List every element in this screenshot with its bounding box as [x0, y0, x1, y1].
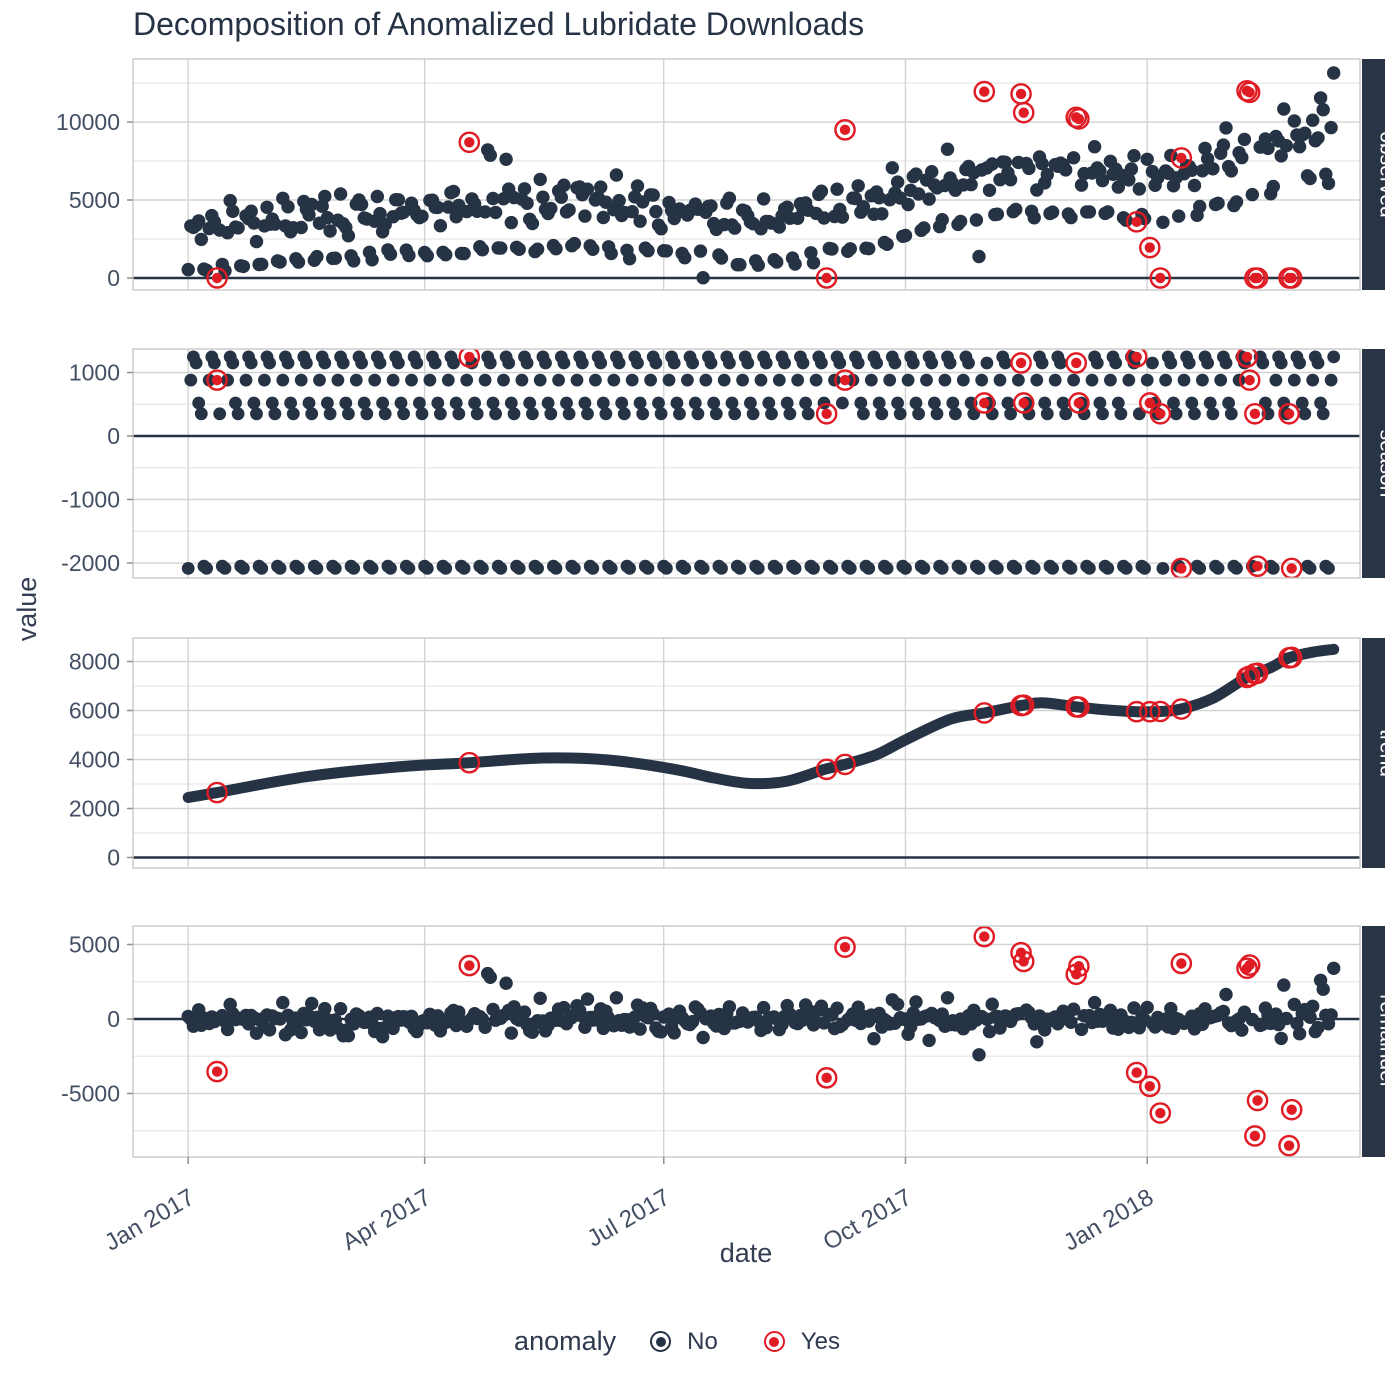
y-tick-label: 4000 — [68, 746, 120, 773]
x-tick-label: Jan 2017 — [100, 1183, 200, 1257]
legend-key-no-icon — [650, 1331, 671, 1352]
anomaly-marker-remainder — [1172, 954, 1191, 973]
x-axis — [100, 1157, 1158, 1257]
y-axis-title: value — [12, 576, 42, 642]
x-tick-label: Jul 2017 — [582, 1183, 675, 1253]
points-remainder — [182, 927, 1341, 1155]
anomaly-marker-observed — [460, 133, 479, 152]
panel-border-remainder — [133, 926, 1360, 1157]
legend-title: anomaly — [514, 1326, 617, 1356]
anomaly-marker-remainder — [460, 956, 479, 975]
legend-label-no: No — [687, 1327, 718, 1355]
anomaly-marker-remainder — [1245, 1126, 1264, 1145]
facet-strip-label: trend — [1375, 729, 1399, 777]
y-tick-label: 2000 — [68, 795, 120, 822]
gridlines-trend — [133, 638, 1360, 868]
anomaly-marker-remainder — [817, 1068, 836, 1087]
panel-trend — [69, 638, 1399, 870]
legend-key-yes-icon — [764, 1331, 785, 1352]
legend-label-yes: Yes — [800, 1327, 840, 1355]
x-tick-label: Jan 2018 — [1059, 1183, 1159, 1257]
anomaly-marker-season — [1011, 353, 1030, 372]
chart-title: Decomposition of Anomalized Lubridate Downloads — [133, 6, 865, 42]
anomaly-marker-season — [1067, 353, 1086, 372]
facet-strip-label: observed — [1375, 131, 1399, 218]
legend — [0, 1326, 1400, 1357]
y-tick-label: -1000 — [61, 486, 120, 513]
x-tick-label: Oct 2017 — [818, 1183, 917, 1256]
anomaly-marker-observed — [1140, 238, 1159, 257]
points-season — [182, 347, 1340, 578]
y-tick-label: 0 — [107, 423, 120, 450]
y-tick-label: 10000 — [56, 109, 120, 136]
y-tick-label: 0 — [107, 1005, 120, 1032]
facet-strip-label: season — [1375, 429, 1399, 498]
facet-strip-observed — [1362, 59, 1399, 290]
facet-strip-trend — [1362, 638, 1399, 868]
anomaly-marker-observed — [835, 120, 854, 139]
y-tick-label: 6000 — [68, 697, 120, 724]
anomaly-marker-remainder — [1279, 1136, 1298, 1155]
points-trend — [188, 648, 1334, 802]
points-observed — [182, 66, 1341, 287]
y-tick-label: 8000 — [68, 648, 120, 675]
panel-observed — [56, 59, 1398, 291]
y-tick-label: 0 — [107, 844, 120, 871]
facet-strip-season — [1362, 349, 1399, 578]
anomaly-marker-observed — [1011, 84, 1030, 103]
facet-strip-label: remainder — [1375, 994, 1399, 1089]
anomaly-marker-season — [1282, 559, 1301, 578]
facet-strip-remainder — [1362, 926, 1399, 1157]
y-tick-label: 5000 — [68, 187, 120, 214]
y-tick-label: 1000 — [68, 359, 120, 386]
y-tick-label: 5000 — [68, 931, 120, 958]
panel-remainder — [61, 926, 1398, 1157]
anomaly-marker-remainder — [835, 938, 854, 957]
gridlines-remainder — [133, 926, 1360, 1157]
anomaly-marker-remainder — [207, 1062, 226, 1081]
x-axis-title: date — [719, 1238, 773, 1268]
y-tick-label: -5000 — [61, 1080, 120, 1107]
panel-season — [61, 347, 1398, 578]
y-tick-label: -2000 — [61, 550, 120, 577]
anomaly-marker-remainder — [1151, 1103, 1170, 1122]
anomaly-marker-remainder — [1282, 1100, 1301, 1119]
x-tick-label: Apr 2017 — [337, 1183, 436, 1256]
trend-line — [188, 649, 1334, 797]
anomaly-marker-remainder — [975, 927, 994, 946]
y-tick-label: 0 — [107, 264, 120, 291]
anomaly-marker-observed — [1014, 103, 1033, 122]
anomaly-marker-observed — [975, 82, 994, 101]
